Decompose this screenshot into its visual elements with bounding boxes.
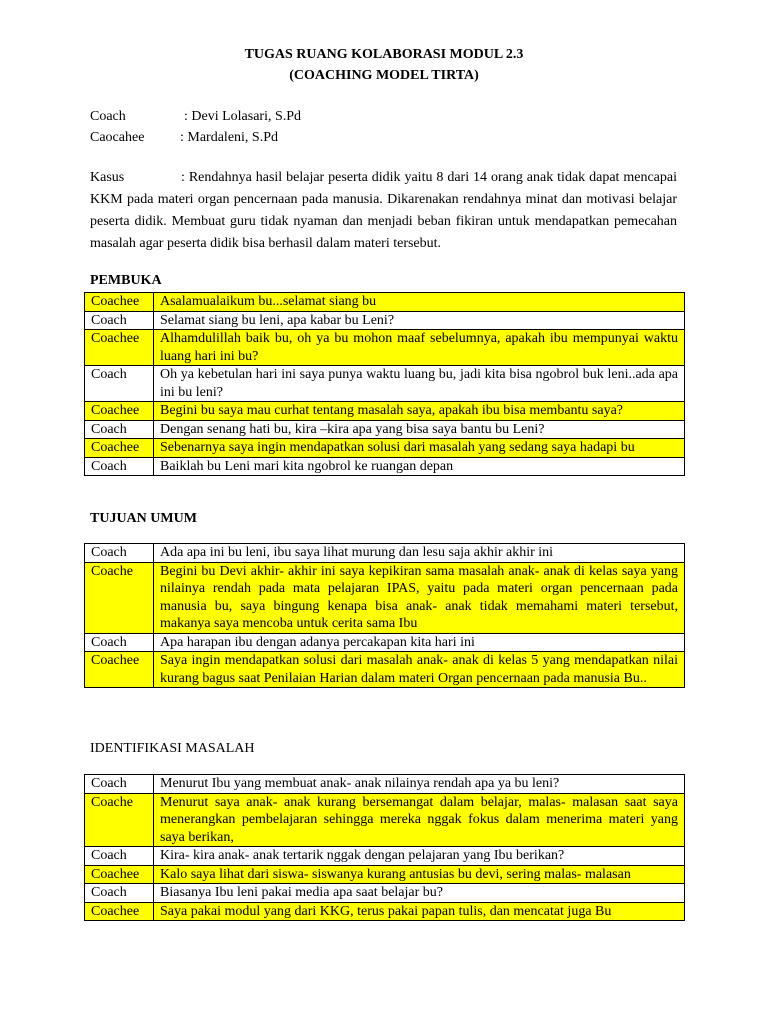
- utterance-cell: Biasanya Ibu leni pakai media apa saat belajar bu?: [154, 884, 685, 903]
- utterance-cell: Kalo saya lihat dari siswa- siswanya kurang antusias bu devi, sering malas- malasan: [154, 865, 685, 884]
- section-heading-tujuan-umum: TUJUAN UMUM: [90, 511, 197, 526]
- utterance-cell: Menurut Ibu yang membuat anak- anak nilainya rendah apa ya bu leni?: [154, 775, 685, 794]
- document-subtitle: (COACHING MODEL TIRTA): [289, 68, 479, 83]
- speaker-cell: Coach: [85, 457, 154, 476]
- dialogue-row: [85, 902, 685, 921]
- dialogue-row: [85, 633, 685, 652]
- dialogue-table-pembuka: [84, 292, 685, 476]
- utterance-cell: Selamat siang bu leni, apa kabar bu Leni?: [154, 311, 685, 330]
- utterance-cell: Alhamdulillah baik bu, oh ya bu mohon maaf sebelumnya, apakah ibu mempunyai waktu luang hari ini bu?: [154, 330, 685, 366]
- speaker-cell: Coache: [85, 793, 154, 847]
- utterance-cell: Dengan senang hati bu, kira –kira apa yang bisa saya bantu bu Leni?: [154, 420, 685, 439]
- case-text: : Rendahnya hasil belajar peserta didik yaitu 8 dari 14 orang anak tidak dapat mencapai KKM pada materi organ pencernaan pada manusia. Dikarenakan rendahnya minat dan motivasi belajar peserta didik. Membuat guru tidak nyaman dan menjadi beban fikiran untuk mendapatkan pemecahan masalah agar peserta didik bisa berhasil dalam materi tersebut.: [90, 170, 677, 251]
- coachee-value: : Mardaleni, S.Pd: [180, 130, 278, 145]
- dialogue-row: [85, 293, 685, 312]
- utterance-cell: Menurut saya anak- anak kurang bersemangat dalam belajar, malas- malasan saat saya menerangkan pembelajaran sehingga mereka nggak fokus dalam menerima materi yang saya berikan,: [154, 793, 685, 847]
- case-label: Kasus: [90, 170, 125, 185]
- coach-value: : Devi Lolasari, S.Pd: [184, 109, 302, 124]
- speaker-cell: Coach: [85, 420, 154, 439]
- dialogue-row: [85, 544, 685, 563]
- coachee-label: Caocahee: [90, 130, 145, 145]
- case-paragraph: [90, 167, 677, 255]
- speaker-cell: Coachee: [85, 439, 154, 458]
- dialogue-row: [85, 330, 685, 366]
- dialogue-row: [85, 420, 685, 439]
- speaker-cell: Coachee: [85, 902, 154, 921]
- dialogue-row: [85, 562, 685, 633]
- utterance-cell: Baiklah bu Leni mari kita ngobrol ke ruangan depan: [154, 457, 685, 476]
- utterance-cell: Asalamualaikum bu...selamat siang bu: [154, 293, 685, 312]
- dialogue-row: [85, 865, 685, 884]
- dialogue-row: [85, 311, 685, 330]
- utterance-cell: Ada apa ini bu leni, ibu saya lihat murung dan lesu saja akhir akhir ini: [154, 544, 685, 563]
- utterance-cell: Begini bu saya mau curhat tentang masalah saya, apakah ibu bisa membantu saya?: [154, 402, 685, 421]
- utterance-cell: Sebenarnya saya ingin mendapatkan solusi dari masalah yang sedang saya hadapi bu: [154, 439, 685, 458]
- dialogue-row: [85, 847, 685, 866]
- dialogue-row: [85, 884, 685, 903]
- dialogue-row: [85, 457, 685, 476]
- utterance-cell: Begini bu Devi akhir- akhir ini saya kepikiran sama masalah anak- anak di kelas saya yang nilainya rendah pada mata pelajaran IPAS, yaitu pada materi organ pencernaan pada manusia bu, saya bingung kenapa bisa anak- anak tidak memahami materi tersebut, makanya saya mencoba untuk cerita sama Ibu: [154, 562, 685, 633]
- speaker-cell: Coachee: [85, 865, 154, 884]
- dialogue-row: [85, 402, 685, 421]
- speaker-cell: Coach: [85, 633, 154, 652]
- speaker-cell: Coach: [85, 775, 154, 794]
- section-heading-identifikasi-masalah: IDENTIFIKASI MASALAH: [90, 741, 255, 756]
- document-title: TUGAS RUANG KOLABORASI MODUL 2.3: [244, 47, 524, 62]
- utterance-cell: Saya pakai modul yang dari KKG, terus pakai papan tulis, dan mencatat juga Bu: [154, 902, 685, 921]
- dialogue-table-tujuan-umum: [84, 543, 685, 688]
- speaker-cell: Coache: [85, 562, 154, 633]
- utterance-cell: Oh ya kebetulan hari ini saya punya waktu luang bu, jadi kita bisa ngobrol buk leni..ada apa ini bu leni?: [154, 366, 685, 402]
- speaker-cell: Coachee: [85, 293, 154, 312]
- speaker-cell: Coach: [85, 847, 154, 866]
- dialogue-row: [85, 793, 685, 847]
- utterance-cell: Apa harapan ibu dengan adanya percakapan kita hari ini: [154, 633, 685, 652]
- dialogue-table-identifikasi-masalah: [84, 774, 685, 921]
- speaker-cell: Coachee: [85, 652, 154, 688]
- speaker-cell: Coach: [85, 366, 154, 402]
- speaker-cell: Coachee: [85, 402, 154, 421]
- dialogue-row: [85, 775, 685, 794]
- dialogue-row: [85, 439, 685, 458]
- section-heading-pembuka: PEMBUKA: [90, 273, 162, 288]
- utterance-cell: Saya ingin mendapatkan solusi dari masalah anak- anak di kelas 5 yang mendapatkan nilai kurang bagus saat Penilaian Harian dalam materi Organ pencernaan pada manusia Bu..: [154, 652, 685, 688]
- dialogue-row: [85, 652, 685, 688]
- utterance-cell: Kira- kira anak- anak tertarik nggak dengan pelajaran yang Ibu berikan?: [154, 847, 685, 866]
- speaker-cell: Coach: [85, 544, 154, 563]
- speaker-cell: Coach: [85, 311, 154, 330]
- dialogue-row: [85, 366, 685, 402]
- speaker-cell: Coachee: [85, 330, 154, 366]
- speaker-cell: Coach: [85, 884, 154, 903]
- coach-label: Coach: [90, 109, 126, 124]
